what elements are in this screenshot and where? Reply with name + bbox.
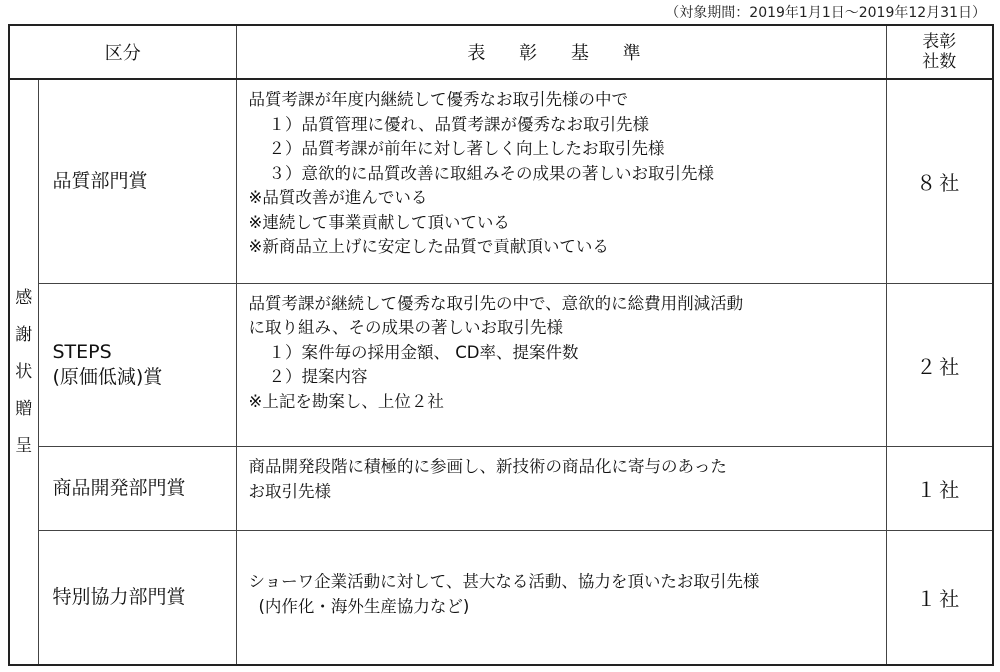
award-count: ８社 (886, 79, 993, 283)
award-criteria-table (8, 24, 994, 666)
award-count: １社 (886, 447, 993, 531)
award-count: ２社 (886, 283, 993, 446)
header-row (9, 25, 993, 79)
period-note: （対象期間：2019年1月1日～2019年12月31日） (665, 5, 986, 21)
table-row (9, 79, 993, 283)
table-row (9, 283, 993, 446)
table-row (9, 447, 993, 531)
award-criteria: 商品開発段階に積極的に参画し、新技術の商品化に寄与のあった お取引先様 (236, 447, 886, 531)
award-criteria: 品質考課が継続して優秀な取引先の中で、意欲的に総費用削減活動 に取り組み、その成果の著しいお取引先様 １）案件毎の採用金額、 CD率、提案件数 ２）提案内容 ※上記を勘案し、上位２社 (236, 283, 886, 446)
header-count: 表彰 社数 (886, 25, 993, 79)
header-category: 区分 (9, 25, 236, 79)
header-criteria: 表 彰 基 準 (236, 25, 886, 79)
award-criteria: 品質考課が年度内継続して優秀なお取引先様の中で １）品質管理に優れ、品質考課が優秀なお取引先様 ２）品質考課が前年に対し著しく向上したお取引先様 ３）意欲的に品質改善に取組みその成果の著しいお取引先様 ※品質改善が進んでいる ※連続して事業貢献して頂いている ※新商品立上げに安定した品質で貢献頂いている (236, 79, 886, 283)
award-criteria: ショーワ企業活動に対して、甚大なる活動、協力を頂いたお取引先様 (内作化・海外生産協力など) (236, 531, 886, 665)
award-count: １社 (886, 531, 993, 665)
table-row (9, 531, 993, 665)
award-name: 商品開発部門賞 (38, 447, 236, 531)
group-label: 感 謝 状 贈 呈 (9, 79, 38, 665)
award-name: 特別協力部門賞 (38, 531, 236, 665)
award-name: STEPS (原価低減)賞 (38, 283, 236, 446)
award-name: 品質部門賞 (38, 79, 236, 283)
